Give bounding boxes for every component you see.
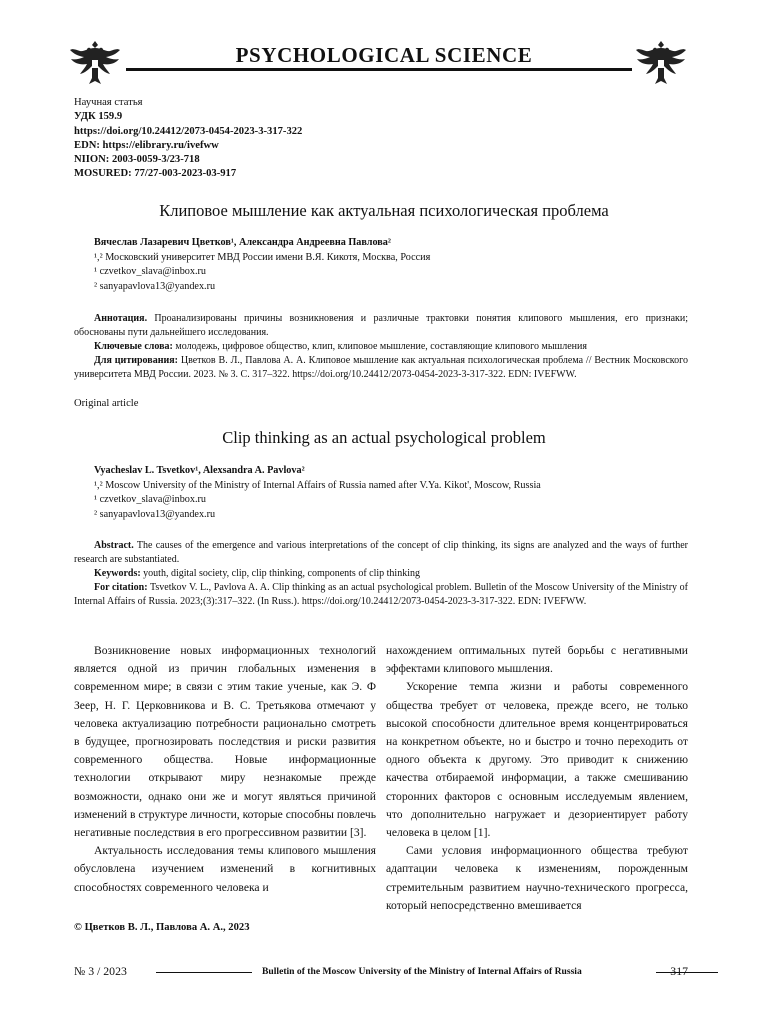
page-number: 317 <box>670 964 688 978</box>
authors-block-ru <box>94 236 430 294</box>
abstract-block-en <box>74 539 688 609</box>
copyright: © Цветков В. Л., Павлова А. А., 2023 <box>74 922 250 933</box>
header-rule <box>126 68 632 71</box>
edn-link[interactable]: EDN: https://elibrary.ru/ivefww <box>74 139 219 151</box>
authors-en: Vyacheslav L. Tsvetkov¹, Alexsandra A. Pavlova² <box>94 465 305 476</box>
journal-title: PSYCHOLOGICAL SCIENCE <box>235 43 533 67</box>
original-article-label: Original article <box>74 398 139 409</box>
udk: УДК 159.9 <box>74 111 123 123</box>
affiliation-en: ¹,² Moscow University of the Ministry of Internal Affairs of Russia named after V.Ya. Kikot', Moscow, Russia <box>94 479 541 491</box>
niion: NIION: 2003-0059-3/23-718 <box>74 154 200 166</box>
abstract-ru: Аннотация. Проанализированы причины возникновения и различные трактовки понятия клипового мышления, его признаки; обоснованы пути дальнейшего исследования. <box>74 313 688 338</box>
body-paragraph: нахождением оптимальных путей борьбы с негативными эффектами клипового мышления. <box>386 644 688 676</box>
authors-ru: Вячеслав Лазаревич Цветков¹, Александра Андреевна Павлова² <box>94 237 391 248</box>
email-1-ru[interactable]: ¹ czvetkov_slava@inbox.ru <box>94 266 207 277</box>
abstract-block-ru <box>74 312 688 382</box>
body-paragraph: Актуальность исследования темы клипового мышления обусловлена изучением изменений в когнитивных способностях современного человека и <box>74 844 376 894</box>
keywords-ru: Ключевые слова: молодежь, цифровое общество, клип, клиповое мышление, составляющие клипового мышления <box>94 341 587 352</box>
email-2-ru[interactable]: ² sanyapavlova13@yandex.ru <box>94 280 216 292</box>
footer-journal-name: Bulletin of the Moscow University of the Ministry of Internal Affairs of Russia <box>262 966 582 977</box>
page-footer <box>74 962 688 982</box>
issue-number: № 3 / 2023 <box>74 964 127 978</box>
article-title-ru: Клиповое мышление как актуальная психологическая проблема <box>159 201 609 220</box>
double-headed-eagle-icon <box>634 38 688 88</box>
body-paragraph: Сами условия информационного общества требуют адаптации человека к изменениям, порожденным стремительным развитием научно-технического прогресса, который непосредственно вмешивается <box>386 844 688 912</box>
article-title-en: Clip thinking as an actual psychological problem <box>222 428 546 447</box>
body-column-right <box>386 642 688 915</box>
article-type: Научная статья <box>74 97 143 108</box>
email-1-en[interactable]: ¹ czvetkov_slava@inbox.ru <box>94 494 207 505</box>
body-column-left <box>74 642 376 897</box>
authors-block-en <box>94 464 541 522</box>
doi-link[interactable]: https://doi.org/10.24412/2073-0454-2023-3-317-322 <box>74 125 303 137</box>
email-2-en[interactable]: ² sanyapavlova13@yandex.ru <box>94 508 216 520</box>
body-paragraph: Возникновение новых информационных технологий является одной из причин глобальных изменения в современном мире; в связи с этим такие ученые, как Э. Ф Зеер, Н. Г. Церковникова и В. С. Третьякова отмечают у человека актуализацию потребности рационально смотреть в будущее, прогнозировать последствия и риски развития современного общества. Новые информационные технологии открывают миру незнакомые прежде возможности, однако они же и могут являться причиной изменений в структуре личности, которые способны повлечь негативные последствия в его прогрессивном развитии [3]. <box>74 644 376 840</box>
keywords-en: Keywords: youth, digital society, clip, clip thinking, components of clip thinking <box>94 568 420 579</box>
mosured: MOSURED: 77/27-003-2023-03-917 <box>74 168 237 180</box>
abstract-en: Abstract. The causes of the emergence and various interpretations of the concept of clip thinking, its signs are analyzed and the ways of further research are substantiated. <box>74 540 688 565</box>
citation-en: For citation: Tsvetkov V. L., Pavlova A. A. Clip thinking as an actual psychological problem. Bulletin of the Moscow University of the Ministry of Internal Affairs of Russia. 2023;(3):317–322. (In Russ.). https://doi.org/10.24412/2073-0454-2023-3-317-322. EDN: IVEFWW. <box>74 582 688 607</box>
affiliation-ru: ¹,² Московский университет МВД России имени В.Я. Кикотя, Москва, Россия <box>94 251 431 263</box>
citation-ru: Для цитирования: Цветков В. Л., Павлова А. А. Клиповое мышление как актуальная психологическая проблема // Вестник Московского университета МВД России. 2023. № 3. С. 317–322. https://doi.org/10.24412/2073-0454-2023-3-317-322. EDN: IVEFWW. <box>74 355 688 380</box>
article-meta <box>74 96 302 182</box>
body-paragraph: Ускорение темпа жизни и работы современного общества требует от человека, прежде всего, не только высокой способности длительное время концентрироваться на конкретном объекте, но и быстро и точно переходить от одного объекта к другому. Это приводит к снижению качества отбираемой информации, а также смешиванию сторонних факторов с основным исследуемым явлением, что дополнительно нагружает и дезориентирует работу человека в целом [1]. <box>386 680 688 840</box>
footer-rule <box>156 972 252 973</box>
